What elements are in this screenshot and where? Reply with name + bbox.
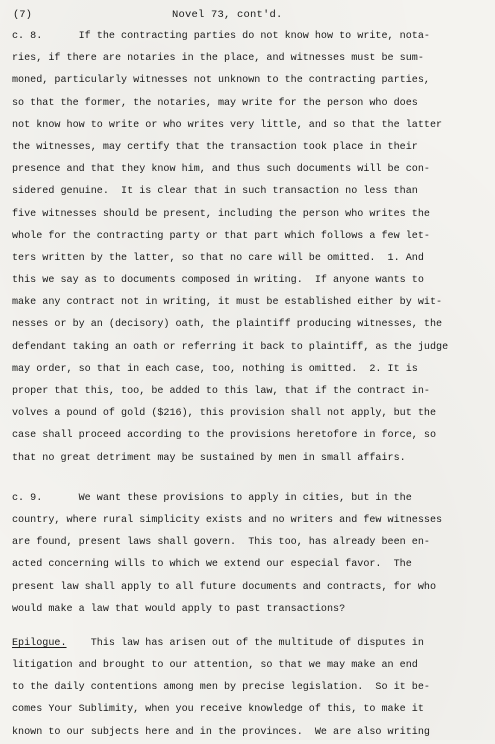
text-line: known to our subjects here and in the provinces. We are also writing [12,726,430,738]
page-number: (7) [13,9,32,21]
running-title: Novel 73, cont'd. [172,9,283,21]
text-line: comes Your Sublimity, when you receive knowledge of this, to make it [12,704,424,716]
text-line: litigation and brought to our attention, so that we may make an end [12,660,418,672]
text-line: volves a pound of gold ($216), this provision shall not apply, but the [12,408,437,420]
text-line: present law shall apply to all future documents and contracts, for who [12,581,437,593]
text-line: may order, so that in each case, too, nothing is omitted. 2. It is [12,363,418,375]
section-8 [12,26,477,470]
text-line: not know how to write or who writes very little, and so that the latter [12,119,443,131]
text-line: sidered genuine. It is clear that in such transaction no less than [12,186,418,198]
text-line: defendant taking an oath or referring it back to plaintiff, as the judge [12,341,449,353]
text-line: the witnesses, may certify that the transaction took place in their [12,141,418,153]
text-line: c. 8. If the contracting parties do not know how to write, nota- [12,31,430,42]
text-line: c. 9. We want these provisions to apply in cities, but in the [12,492,412,504]
text-span: This law has arisen out of the multitude of disputes in [66,637,424,649]
text-line: to the daily contentions among men by precise legislation. So it be- [12,682,430,694]
text-line: presence and that they know him, and thus such documents will be con- [12,164,430,176]
text-line: this we say as to documents composed in writing. If anyone wants to [12,275,424,287]
text-line: ters written by the latter, so that no care will be omitted. 1. And [12,252,424,264]
epilogue-first-line [12,633,477,655]
text-line: five witnesses should be present, including the person who writes the [12,208,430,220]
paragraph-gap [12,470,477,488]
text-line: would make a law that would apply to past transactions? [12,603,346,615]
epilogue-heading: Epilogue. [12,637,67,649]
text-line: acted concerning wills to which we extend our especial favor. The [12,559,412,571]
text-line: country, where rural simplicity exists and no writers and few witnesses [12,514,443,526]
text-line: that no great detriment may be sustained by men in small affairs. [12,452,406,464]
page-header [12,4,477,26]
text-line: make any contract not in writing, it must be established either by wit- [12,297,443,309]
text-line: case shall proceed according to the provisions heretofore in force, so [12,430,437,442]
text-line: nesses or by an (decisory) oath, the plaintiff producing witnesses, the [12,319,443,331]
text-line: proper that this, too, be added to this law, that if the contract in- [12,386,430,397]
text-line: ries, if there are notaries in the place, and witnesses must be sum- [12,53,424,65]
section-9 [12,488,477,621]
text-line: moned, particularly witnesses not unknown to the contracting parties, [12,75,430,87]
epilogue [12,633,477,744]
text-line: so that the former, the notaries, may write for the person who does [12,97,418,109]
paragraph-gap [12,621,477,633]
text-line: are found, present laws shall govern. This too, has already been en- [12,537,430,549]
text-line: whole for the contracting party or that part which follows a few let- [12,230,430,242]
